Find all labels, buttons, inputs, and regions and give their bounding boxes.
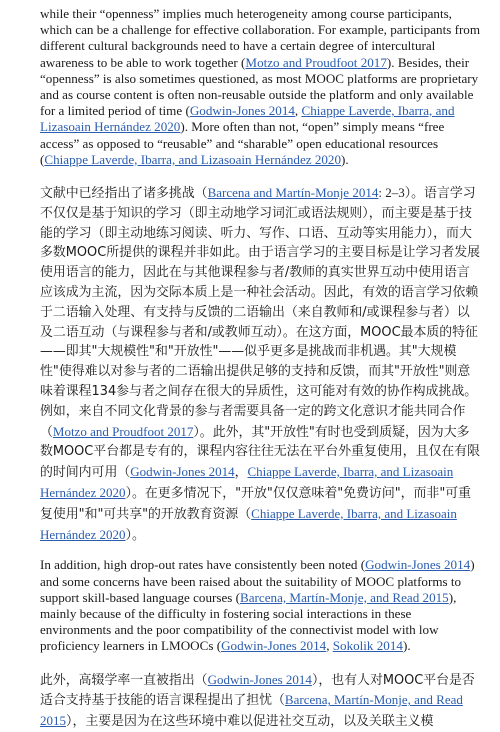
text-run: 此外，高辍学率一直被指出（ xyxy=(40,672,208,688)
text-run: while their “openness” implies much heterogeneity among course participants, which can be a challenge for effective collaboration. For example, participants from different cultural backgrounds need to have a certain degree of intercultural awareness to be able to work together ( xyxy=(40,6,481,70)
citation-link[interactable]: Godwin-Jones 2014 xyxy=(221,638,327,654)
citation-link[interactable]: Barcena and Martín-Monje 2014 xyxy=(207,185,379,201)
text-run: ) and some concerns have been raised about the suitability of MOOC platforms to support skill-based language courses ( xyxy=(40,557,475,605)
text-run: ， xyxy=(234,465,248,481)
text-run: ）。此外，其"开放性"有时也受到质疑，因为大多数MOOC平台都是专有的，课程内容往往无法在平台外重复使用，且仅在有限的时间内可用（ xyxy=(40,424,481,481)
text-run: ）。语言学习不仅仅是基于知识的学习（即主动地学习词汇或语法规则），而主要是基于技能的学习（即主动地练习阅读、听力、写作、口语、互动等实用能力），而大多数MOOC所提供的课程并非如此。由于语言学习的主要目标是让学习者发展使用语言的能力，因此在与其他课程参与者/教师的真实世界互动中使用语言应该成为主流，因为交际本质上是一种社会活动。因此，有效的语言学习依赖于二语输入处理、有支持与反馈的二语输出（来自教师和/或课程参与者）以及二语互动（与课程参与者和/或教师互动）。在这方面，MOOC最本质的特征——即其"大规模性"和"开放性"——似乎更多是挑战而非机遇。其"大规模性"使得难以对参与者的二语输出提供足够的支持和反馈，而其"开放性"则意味着课程134参与者之间存在很大的异质性，这可能对有效的协作构成挑战。例如，来自不同文化背景的参与者需要具备一定的跨文化意识才能共同合作（ xyxy=(40,186,481,440)
citation-link[interactable]: Godwin-Jones 2014 xyxy=(207,671,312,687)
paragraph-zh-1 xyxy=(40,183,482,545)
text-run: In addition, high drop-out rates have consistently been noted ( xyxy=(40,557,366,573)
citation-link[interactable]: Chiappe Laverde, Ibarra, and Lizasoain Hernández 2020 xyxy=(40,103,455,135)
text-run: ），主要是因为在这些环境中难以促进社交互动，以及关联主义模 xyxy=(66,714,434,730)
text-run: : 2–3 xyxy=(378,185,405,201)
text-run: ). Besides, their “openness” is also sometimes questioned, as most MOOC platforms are proprietary and as course content is often non-reusable outside the platform and only available for a limited period of time ( xyxy=(40,54,479,119)
text-run: ), mainly because of the difficulty in fostering social interactions in these environments and the poor compatibility of the connectivist model with low proficiency learners in LMOOCs ( xyxy=(40,589,457,654)
paragraph-zh-2 xyxy=(40,670,482,732)
text-run: ）。在更多情况下，"开放"仅仅意味着"免费访问"，而非"可重复使用"和"可共享"的开放教育资源（ xyxy=(40,485,472,522)
text-run: ）。 xyxy=(125,527,145,543)
text-run: ). More often than not, “open” simply means “free access” as opposed to “reusable” and “sharable” open educational resources ( xyxy=(40,119,445,167)
citation-link[interactable]: Sokolik 2014 xyxy=(332,638,403,654)
citation-link[interactable]: Godwin-Jones 2014 xyxy=(189,103,295,119)
citation-link[interactable]: Barcena, Martín-Monje, and Read 2015 xyxy=(40,692,463,729)
citation-link[interactable]: Chiappe Laverde, Ibarra, and Lizasoain Hernández 2020 xyxy=(44,151,342,167)
citation-link[interactable]: Godwin-Jones 2014 xyxy=(130,464,235,480)
paragraph-en-2 xyxy=(40,557,482,654)
text-run: ). xyxy=(402,638,411,654)
text-run: , xyxy=(294,103,302,119)
text-run: ). xyxy=(341,151,349,167)
paragraph-en-1 xyxy=(40,6,482,168)
text-run: ），也有人对MOOC平台是否适合支持基于技能的语言课程提出了担忧（ xyxy=(40,672,475,709)
citation-link[interactable]: Motzo and Proudfoot 2017 xyxy=(52,423,194,439)
citation-link[interactable]: Motzo and Proudfoot 2017 xyxy=(245,54,387,70)
citation-link[interactable]: Godwin-Jones 2014 xyxy=(365,557,471,573)
text-run: 文献中已经指出了诸多挑战（ xyxy=(40,186,208,202)
citation-link[interactable]: Chiappe Laverde, Ibarra, and Lizasoain Hernández 2020 xyxy=(40,464,454,500)
citation-link[interactable]: Chiappe Laverde, Ibarra, and Lizasoain Hernández 2020 xyxy=(40,505,457,542)
citation-link[interactable]: Barcena, Martín-Monje, and Read 2015 xyxy=(240,589,449,605)
text-run: , xyxy=(326,638,333,654)
